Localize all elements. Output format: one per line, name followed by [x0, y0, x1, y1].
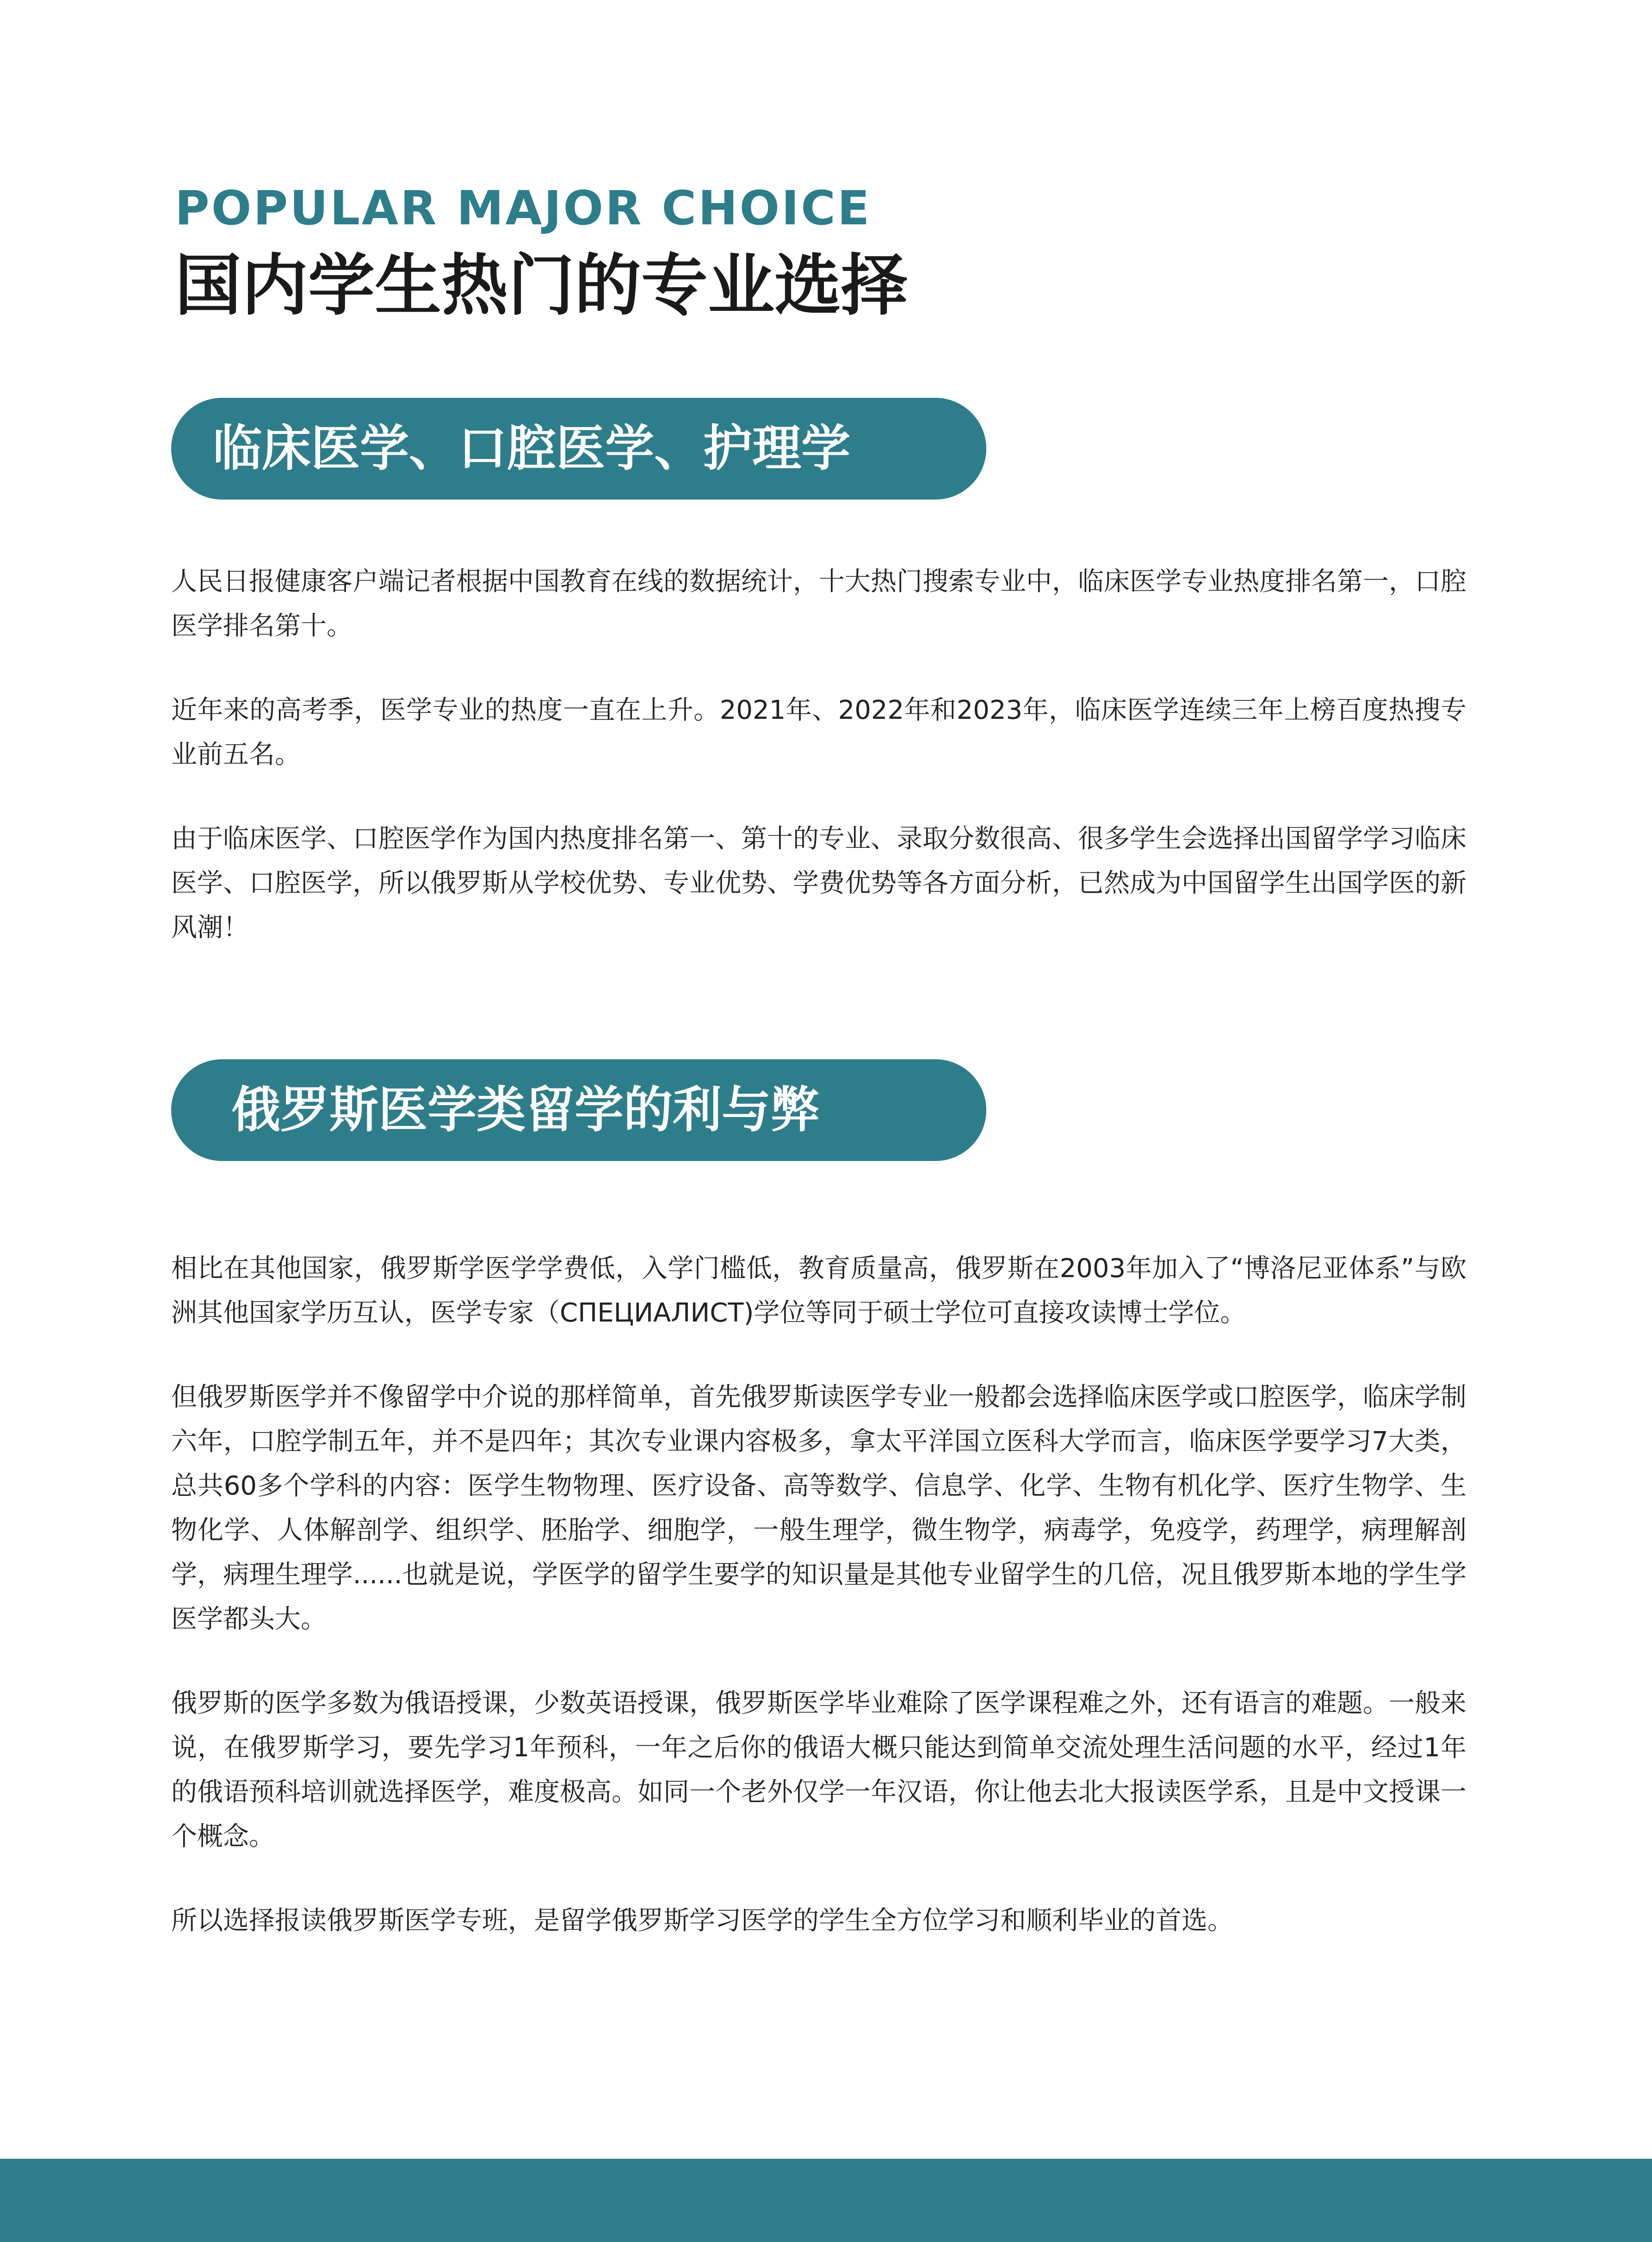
- paragraph: 相比在其他国家，俄罗斯学医学学费低，入学门槛低，教育质量高，俄罗斯在2003年加入了“博洛尼亚体系”与欧洲其他国家学历互认，医学专家（СПЕЦИАЛИСТ)学位等同于硕士学位可直接攻读博士学位。: [171, 1254, 1466, 1328]
- paragraph: 所以选择报读俄罗斯医学专班，是留学俄罗斯学习医学的学生全方位学习和顺利毕业的首选。: [171, 1906, 1233, 1936]
- eyebrow-heading: POPULAR MAJOR CHOICE: [175, 181, 872, 236]
- paragraph: 人民日报健康客户端记者根据中国教育在线的数据统计，十大热门搜索专业中，临床医学专业热度排名第一，口腔医学排名第十。: [171, 567, 1466, 641]
- page-title: 国内学生热门的专业选择: [175, 247, 908, 324]
- paragraph: 近年来的高考季，医学专业的热度一直在上升。2021年、2022年和2023年，临床医学连续三年上榜百度热搜专业前五名。: [171, 695, 1466, 770]
- paragraph: 俄罗斯的医学多数为俄语授课，少数英语授课，俄罗斯医学毕业难除了医学课程难之外，还有语言的难题。一般来说，在俄罗斯学习，要先学习1年预科，一年之后你的俄语大概只能达到简单交流处理生活问题的水平，经过1年的俄语预科培训就选择医学，难度极高。如同一个老外仅学一年汉语，你让他去北大报读医学系，且是中文授课一个概念。: [171, 1688, 1466, 1852]
- section-russia-pros-cons: [171, 1247, 1466, 1983]
- paragraph: 但俄罗斯医学并不像留学中介说的那样简单，首先俄罗斯读医学专业一般都会选择临床医学或口腔医学，临床学制六年，口腔学制五年，并不是四年；其次专业课内容极多，拿太平洋国立医科大学而言，临床医学要学习7大类，总共60多个学科的内容：医学生物物理、医疗设备、高等数学、信息学、化学、生物有机化学、医疗生物学、生物化学、人体解剖学、组织学、胚胎学、细胞学，一般生理学，微生物学，病毒学，免疫学，药理学，病理解剖学，病理生理学......也就是说，学医学的留学生要学的知识量是其他专业留学生的几倍，况且俄罗斯本地的学生学医学都头大。: [171, 1382, 1466, 1634]
- paragraph: 由于临床医学、口腔医学作为国内热度排名第一、第十的专业、录取分数很高、很多学生会选择出国留学学习临床医学、口腔医学，所以俄罗斯从学校优势、专业优势、学费优势等各方面分析，已然成为中国留学生出国学医的新风潮！: [171, 824, 1466, 943]
- section-heading-russia-pros-cons: 俄罗斯医学类留学的利与弊: [171, 1059, 986, 1161]
- section-heading-clinical-medicine: 临床医学、口腔医学、护理学: [171, 398, 986, 500]
- section-clinical-medicine: [171, 560, 1466, 990]
- footer-band: [0, 2159, 1652, 2242]
